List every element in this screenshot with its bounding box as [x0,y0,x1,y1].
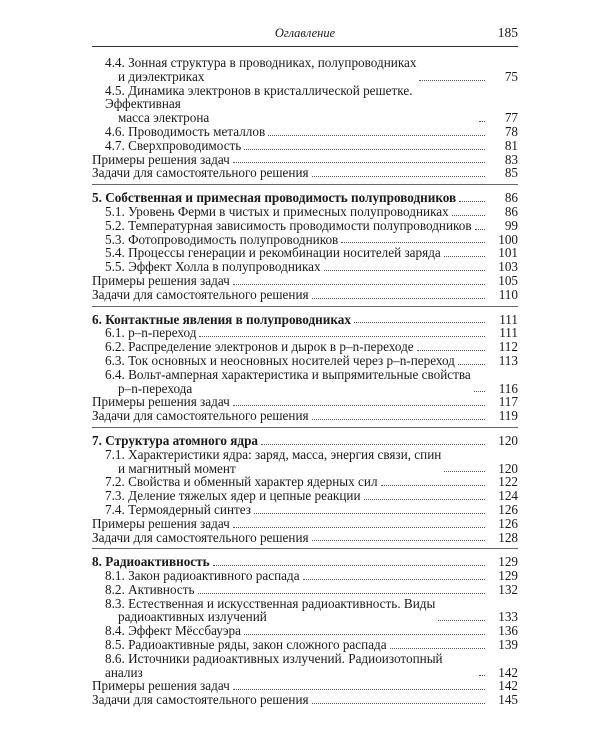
toc-page-number: 85 [504,165,518,181]
dot-leader [312,176,485,177]
toc-page-number: 86 [504,203,518,219]
toc-entry-title [105,84,476,125]
toc-entry-title [92,693,309,707]
toc-entry-title-line: 4.5. Динамика электронов в кристаллической решетке. Эффективная [105,82,413,112]
toc-chapter-block [92,434,518,549]
toc-page-number: 100 [498,231,518,247]
dot-leader [444,471,485,472]
toc-entry [92,288,518,302]
toc-section-entry [92,84,518,125]
table-of-contents [92,56,518,717]
toc-entry-title-line: p–n-перехода [118,380,193,396]
toc-page-number: 110 [498,286,518,302]
toc-section-entry [92,583,518,597]
running-header [92,24,518,47]
toc-page-number: 139 [498,637,518,653]
toc-entry-title-line: 4.4. Зонная структура в проводниках, полупроводниках [105,55,417,70]
toc-page-number: 122 [498,474,518,490]
toc-entry-title-line: 8.4. Эффект Мёссбауэра [105,623,241,639]
toc-entry-title-line: масса электрона [118,110,210,126]
toc-entry-title [92,191,456,205]
toc-entry-title-line: 8.5. Радиоактивные ряды, закон сложного распада [105,637,387,653]
page-number: 185 [497,25,518,40]
dot-leader [244,149,485,150]
toc-section-entry [92,139,518,153]
dot-leader [199,336,485,337]
toc-entry-title [105,448,441,476]
toc-entry-title [92,531,309,545]
toc-entry-title [105,354,455,368]
toc-section-entry [92,326,518,340]
toc-page-number: 103 [498,259,518,275]
dot-leader [452,215,485,216]
toc-entry [92,166,518,180]
toc-page-number: 129 [498,554,518,570]
dot-leader [312,419,485,420]
toc-entry-title-line: 6.2. Распределение электронов и дырок в p–n-переходе [105,339,414,355]
toc-section-entry [92,448,518,476]
dot-leader [312,703,485,704]
toc-entry-title [92,409,309,423]
dot-leader [341,242,485,243]
toc-chapter-heading [92,313,518,327]
dot-leader [244,634,485,635]
toc-page-number: 120 [498,460,518,476]
toc-entry-title-line: Примеры решения задач [92,272,230,288]
toc-section-entry [92,475,518,489]
toc-entry-title-line: 8.3. Естественная и искусственная радиоактивность. Виды [105,595,436,611]
dot-leader [458,364,485,365]
dot-leader [233,162,485,163]
toc-entry-title-line: и магнитный момент [118,460,236,476]
toc-section-entry [92,205,518,219]
toc-page-number: 75 [504,68,518,84]
toc-page-number: 112 [498,339,518,355]
toc-entry-title-line: 8.2. Активность [105,581,195,597]
toc-entry [92,679,518,693]
toc-entry-title-line: Примеры решения задач [92,515,230,531]
toc-entry-title [92,288,309,302]
toc-page-number: 142 [498,664,518,680]
toc-entry-title-line: Примеры решения задач [92,151,230,167]
dot-leader [254,513,485,514]
toc-entry-title [92,517,230,531]
toc-page-number: 145 [498,692,518,708]
toc-page-number: 105 [498,272,518,288]
dot-leader [381,485,485,486]
toc-page-number: 111 [499,311,518,327]
toc-entry-title [92,434,258,448]
dot-leader [354,322,485,323]
dot-leader [390,648,485,649]
dot-leader [479,121,485,122]
dot-leader [479,675,485,676]
toc-entry-title [92,313,351,327]
toc-entry-title [105,56,416,84]
dot-leader [438,620,485,621]
toc-section-entry [92,652,518,680]
dot-leader [474,391,485,392]
toc-section-entry [92,624,518,638]
toc-page-number: 83 [504,151,518,167]
toc-entry [92,409,518,423]
toc-entry-title-line: 5.3. Фотопроводимость полупроводников [105,231,339,247]
dot-leader [444,256,485,257]
toc-page-number: 129 [498,568,518,584]
toc-entry-title [105,368,471,396]
toc-section-entry [92,260,518,274]
toc-entry-title-line: Примеры решения задач [92,394,230,410]
toc-entry-title-line: 6.4. Вольт-амперная характеристика и выпрямительные свойства [105,366,471,382]
toc-section-entry [92,246,518,260]
toc-entry-title [92,679,230,693]
toc-entry-title-line: 6.3. Ток основных и неосновных носителей через p–n-переход [105,352,455,368]
toc-entry-title [105,489,361,503]
dot-leader [417,350,485,351]
toc-entry-title-line: Примеры решения задач [92,678,230,694]
dot-leader [419,80,485,81]
toc-entry [92,517,518,531]
toc-entry-title-line: 7.3. Деление тяжелых ядер и цепные реакции [105,488,361,504]
toc-page-number: 117 [498,394,518,410]
dot-leader [475,229,485,230]
toc-entry [92,531,518,545]
toc-entry-title [105,233,338,247]
toc-page-number: 126 [498,515,518,531]
dot-leader [312,298,485,299]
toc-entry-title [105,652,476,680]
toc-chapter-heading [92,555,518,569]
toc-entry-title [105,260,321,274]
toc-entry-title [105,125,265,139]
toc-entry-title-line: Задачи для самостоятельного решения [92,286,309,302]
header-title: Оглавление [274,26,336,40]
toc-entry [92,395,518,409]
toc-chapter-block [92,191,518,306]
toc-entry-title [105,583,195,597]
toc-section-entry [92,219,518,233]
toc-entry-title [105,326,196,340]
toc-entry-title [105,205,449,219]
toc-page-number: 119 [498,408,518,424]
toc-page-number: 86 [504,190,518,206]
dot-leader [233,284,485,285]
toc-page-number: 124 [498,488,518,504]
toc-section-entry [92,489,518,503]
dot-leader [233,527,485,528]
toc-entry-title-line: 5. Собственная и примесная проводимость полупроводников [92,190,457,206]
toc-entry-title-line: 5.2. Температурная зависимость проводимости полупроводников [105,217,472,233]
toc-entry-title [105,638,387,652]
dot-leader [213,565,485,566]
toc-entry-title-line: 7.4. Термоядерный синтез [105,501,252,517]
toc-entry-title-line: Задачи для самостоятельного решения [92,692,309,708]
toc-section-entry [92,354,518,368]
toc-entry-title-line: 7.1. Характеристики ядра: заряд, масса, энергия связи, спин [105,446,442,462]
dot-leader [233,689,485,690]
toc-entry-title [105,597,435,625]
toc-entry-title-line: 4.6. Проводимость металлов [105,123,266,139]
toc-entry-title [105,624,241,638]
toc-entry-title-line: 5.4. Процессы генерации и рекомбинации носителей заряда [105,245,441,261]
toc-entry-title-line: 5.5. Эффект Холла в полупроводниках [105,259,321,275]
toc-entry-title [105,340,414,354]
toc-entry-title [105,139,241,153]
toc-entry-title-line: радиоактивных излучений [118,609,267,625]
dot-leader [312,540,485,541]
toc-entry-title [92,555,210,569]
toc-entry-title-line: 8. Радиоактивность [92,554,210,570]
toc-page-number: 113 [498,352,518,368]
dot-leader [261,444,485,445]
toc-page-number: 142 [498,678,518,694]
toc-page-number: 133 [498,609,518,625]
toc-entry-title-line: 5.1. Уровень Ферми в чистых и примесных полупроводниках [105,203,449,219]
toc-section-entry [92,233,518,247]
toc-chapter-heading [92,191,518,205]
toc-page-number: 136 [498,623,518,639]
toc-entry-title [105,475,378,489]
dot-leader [303,579,485,580]
dot-leader [268,135,485,136]
toc-entry-title-line: Задачи для самостоятельного решения [92,529,309,545]
dot-leader [364,499,485,500]
toc-entry-title-line: 8.6. Источники радиоактивных излучений. Радиоизотопный анализ [105,650,443,680]
dot-leader [198,593,486,594]
dot-leader [459,201,485,202]
dot-leader [324,270,485,271]
toc-chapter-block [92,56,518,185]
toc-page-number: 101 [498,245,518,261]
toc-entry-title [92,153,230,167]
toc-section-entry [92,569,518,583]
toc-page-number: 111 [499,325,518,341]
toc-section-entry [92,368,518,396]
toc-entry [92,693,518,707]
toc-entry-title-line: Задачи для самостоятельного решения [92,165,309,181]
toc-entry-title [105,503,251,517]
toc-page-number: 77 [504,110,518,126]
toc-entry-title [105,246,441,260]
toc-page-number: 132 [498,581,518,597]
toc-page-number: 128 [498,529,518,545]
toc-chapter-block [92,555,518,711]
toc-chapter-block [92,313,518,428]
toc-entry-title-line: 6. Контактные явления в полупроводниках [92,311,351,327]
toc-entry-title-line: 7.2. Свойства и обменный характер ядерных сил [105,474,378,490]
toc-entry [92,274,518,288]
toc-entry-title-line: 8.1. Закон радиоактивного распада [105,568,300,584]
toc-entry [92,153,518,167]
toc-page-number: 99 [504,217,518,233]
toc-page-number: 78 [504,123,518,139]
toc-entry-title [105,569,300,583]
toc-entry-title [105,219,472,233]
toc-page-number: 81 [504,137,518,153]
toc-entry-title [92,166,309,180]
toc-entry-title-line: и диэлектриках [118,68,205,84]
toc-page-number: 126 [498,501,518,517]
toc-entry-title-line: 4.7. Сверхпроводимость [105,137,242,153]
toc-section-entry [92,597,518,625]
toc-entry-title [92,395,230,409]
toc-entry-title-line: 7. Структура атомного ядра [92,432,259,448]
dot-leader [233,405,485,406]
toc-page-number: 116 [498,380,518,396]
toc-section-entry [92,56,518,84]
toc-section-entry [92,638,518,652]
toc-page-number: 120 [498,432,518,448]
toc-section-entry [92,503,518,517]
toc-entry-title [92,274,230,288]
toc-entry-title-line: 6.1. p–n-переход [105,325,197,341]
toc-chapter-heading [92,434,518,448]
toc-entry-title-line: Задачи для самостоятельного решения [92,408,309,424]
toc-section-entry [92,125,518,139]
toc-section-entry [92,340,518,354]
